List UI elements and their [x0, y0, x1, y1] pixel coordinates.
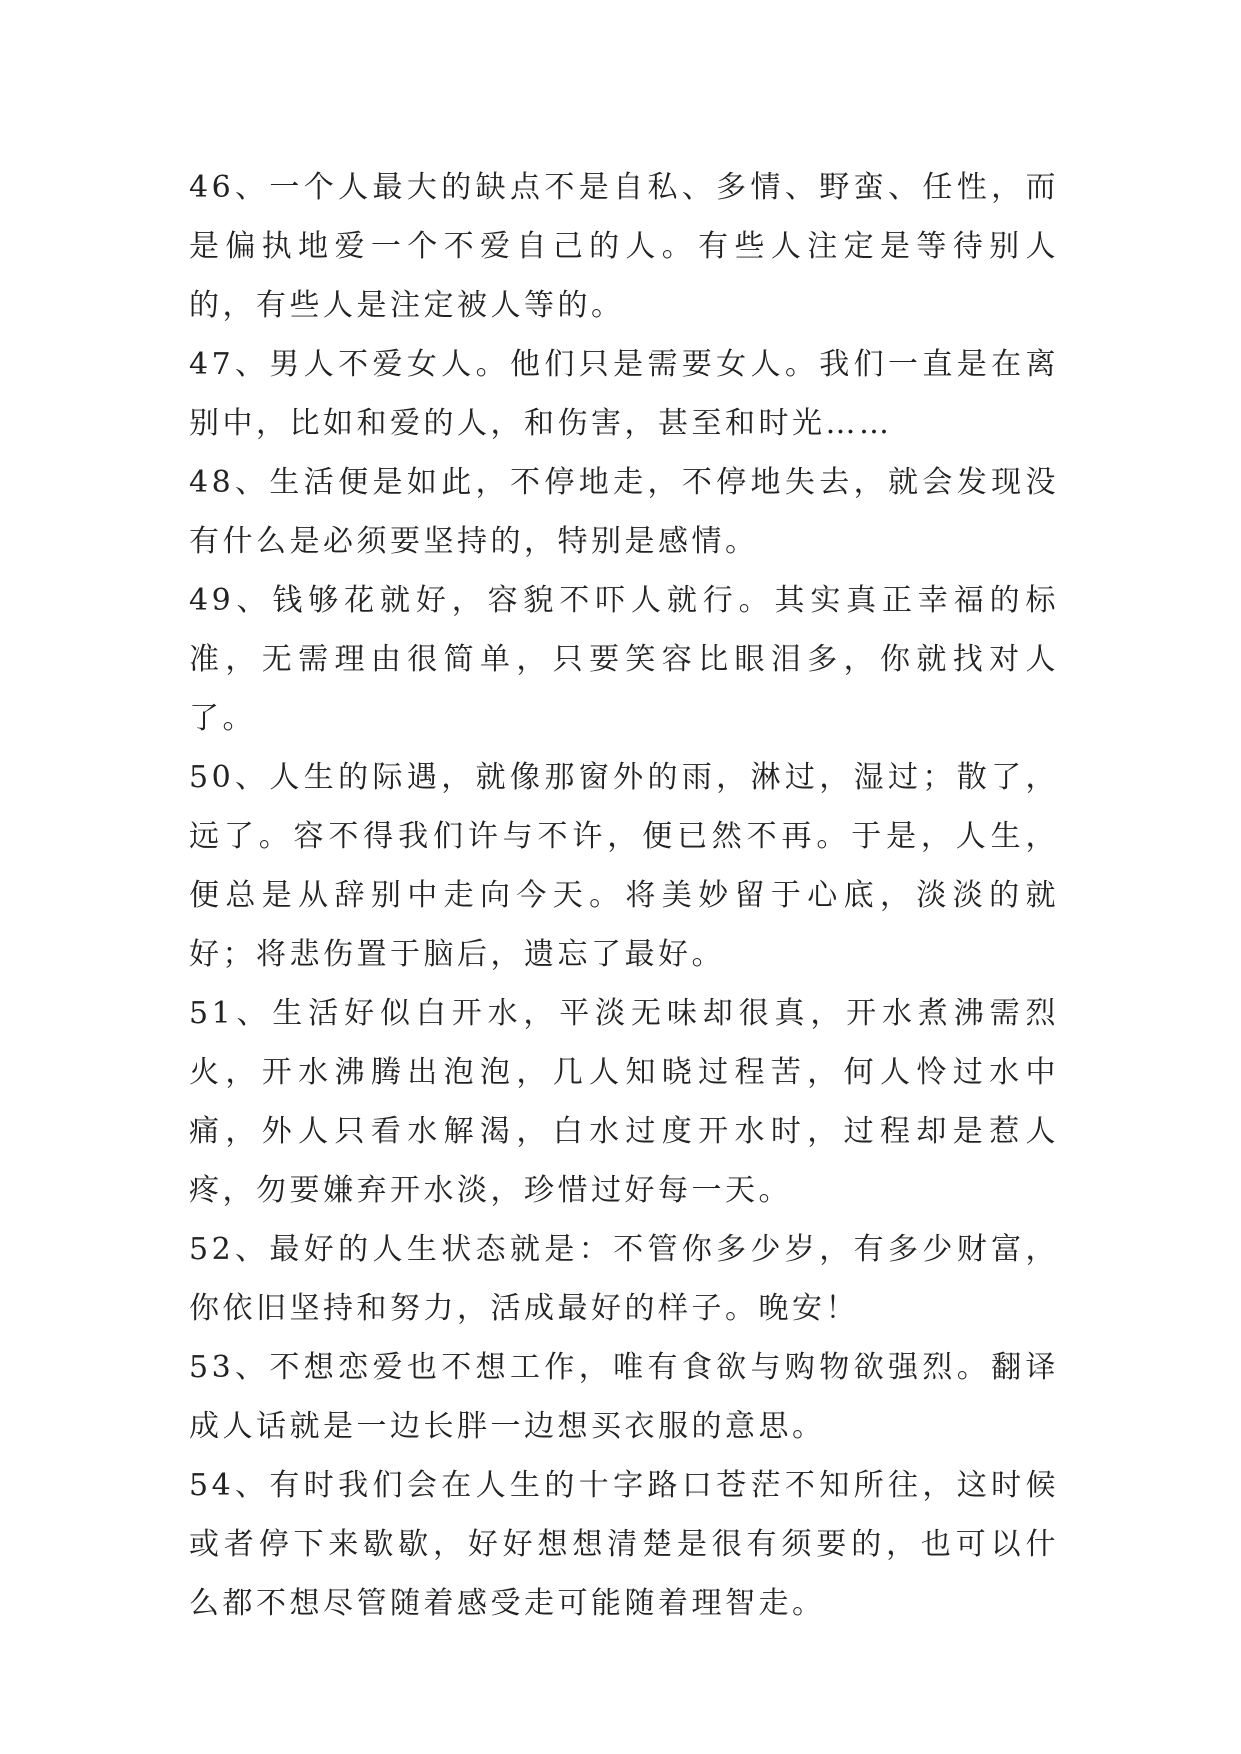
document-body [189, 158, 1059, 1633]
paragraph-53: 53、不想恋爱也不想工作，唯有食欲与购物欲强烈。翻译成人话就是一边长胖一边想买衣服的意思。 [189, 1350, 1059, 1444]
paragraph-46: 46、一个人最大的缺点不是自私、多情、野蛮、任性，而是偏执地爱一个不爱自己的人。有些人注定是等待别人的，有些人是注定被人等的。 [189, 170, 1059, 323]
paragraph-54: 54、有时我们会在人生的十字路口苍茫不知所往，这时候或者停下来歇歇，好好想想清楚是很有须要的，也可以什么都不想尽管随着感受走可能随着理智走。 [189, 1468, 1059, 1621]
paragraph-50: 50、人生的际遇，就像那窗外的雨，淋过，湿过；散了，远了。容不得我们许与不许，便已然不再。于是，人生，便总是从辞别中走向今天。将美妙留于心底，淡淡的就好；将悲伤置于脑后，遗忘了最好。 [189, 760, 1059, 972]
paragraph-48: 48、生活便是如此，不停地走，不停地失去，就会发现没有什么是必须要坚持的，特别是感情。 [189, 465, 1059, 559]
paragraph-47: 47、男人不爱女人。他们只是需要女人。我们一直是在离别中，比如和爱的人，和伤害，甚至和时光…… [189, 347, 1059, 441]
paragraph-52: 52、最好的人生状态就是：不管你多少岁，有多少财富，你依旧坚持和努力，活成最好的样子。晚安！ [189, 1232, 1059, 1326]
paragraph-51: 51、生活好似白开水，平淡无味却很真，开水煮沸需烈火，开水沸腾出泡泡，几人知晓过程苦，何人怜过水中痛，外人只看水解渴，白水过度开水时，过程却是惹人疼，勿要嫌弃开水淡，珍惜过好每一天。 [189, 996, 1059, 1208]
paragraph-49: 49、钱够花就好，容貌不吓人就行。其实真正幸福的标准，无需理由很简单，只要笑容比眼泪多，你就找对人了。 [189, 583, 1059, 736]
